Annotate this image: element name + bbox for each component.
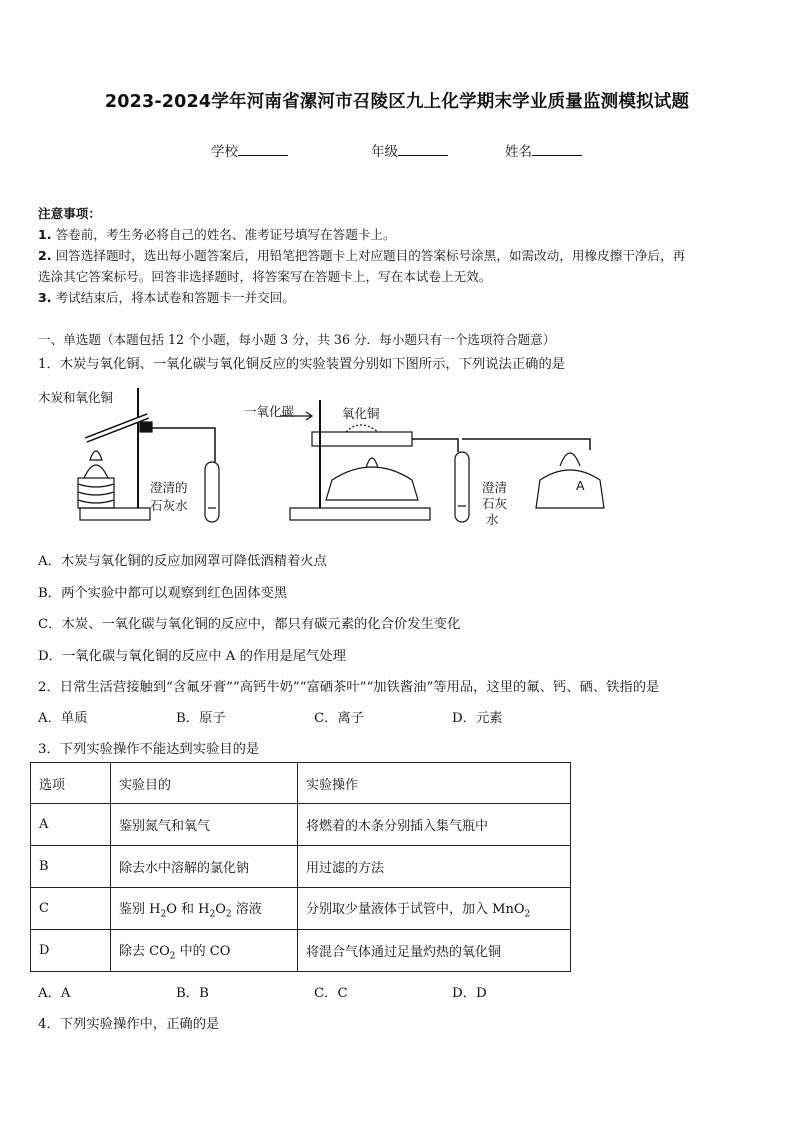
table-row [31,888,571,930]
q1-stem: 1．木炭与氧化铜、一氧化碳与氧化铜反应的实验装置分别如下图所示，下列说法正确的是 [38,357,566,372]
table-cell: 鉴别 $H_2O$ 和 $H_2O_2$ 溶液 [111,888,298,930]
charcoal-reduction-apparatus [78,388,219,522]
table-row [31,930,571,972]
right-limewater-label-2: 石灰 [482,496,508,511]
table-cell: B [31,846,111,888]
q1-option-d[interactable]: D．一氧化碳与氧化铜的反应中 A 的作用是尾气处理 [38,649,346,664]
right-limewater-label-3: 水 [486,512,499,527]
table-row [31,846,571,888]
note-1: 1. 答卷前，考生务必将自己的姓名、准考证号填写在答题卡上。 [38,227,396,242]
q1-option-b[interactable]: B．两个实验中都可以观察到红色固体变黑 [38,586,288,601]
q1-option-c[interactable]: C．木炭、一氧化碳与氧化铜的反应中，都只有碳元素的化合价发生变化 [38,617,461,632]
q3-option-a[interactable]: A．A [38,986,71,1001]
q2-option-d[interactable]: D．元素 [452,711,503,726]
table-cell: 除去 $CO_2$ 中的 CO [111,930,298,972]
co-reduction-apparatus [280,400,604,522]
lamp-a-label: A [576,478,585,493]
page-title: 2023-2024学年河南省漯河市召陵区九上化学期末学业质量监测模拟试题 [104,92,690,112]
table-cell: A [31,804,111,846]
notes-heading: 注意事项： [38,206,101,221]
q2-option-b[interactable]: B．原子 [176,711,226,726]
right-limewater-label-1: 澄清 [482,480,508,495]
q2-option-c[interactable]: C．离子 [314,711,365,726]
table-cell: 鉴别氮气和氧气 [111,804,298,846]
note-3: 3. 考试结束后，将本试卷和答题卡一并交回。 [38,290,295,305]
q2-option-a[interactable]: A．单质 [38,711,88,726]
note-2: 2. 回答选择题时，选出每小题答案后，用铅笔把答题卡上对应题目的答案标号涂黑，如需改动，用橡皮擦干净后，再 [38,248,686,263]
table-cell: 分别取少量液体于试管中，加入 MnO$_2$ [298,888,571,930]
table-cell: 将混合气体通过足量灼热的氧化铜 [298,930,571,972]
q3-stem: 3．下列实验操作不能达到实验目的是 [38,742,260,757]
q1-apparatus-figure [30,380,610,540]
q2-stem: 2．日常生活营接触到“含氟牙膏”“高钙牛奶”“富硒茶叶”“加铁酱油”等用品，这里的氟、钙、硒、铁指的是 [38,680,660,695]
table-cell: 将燃着的木条分别插入集气瓶中 [298,804,571,846]
left-limewater-label-2: 石灰水 [150,498,188,513]
q3-option-b[interactable]: B．B [176,986,209,1001]
table-row [31,804,571,846]
note-2-cont: 选涂其它答案标号。回答非选择题时，将答案写在答题卡上，写在本试卷上无效。 [38,269,492,284]
left-limewater-label-1: 澄清的 [150,480,188,495]
table-cell: C [31,888,111,930]
grade-field[interactable]: 年级 [371,140,448,160]
table-header-row [31,763,571,804]
school-field[interactable]: 学校 [211,140,288,160]
q3-option-c[interactable]: C．C [314,986,348,1001]
co-label: 一氧化碳 [244,404,295,419]
table-header-cell: 选项 [31,763,111,804]
q1-option-a[interactable]: A．木炭与氧化铜的反应加网罩可降低酒精着火点 [38,554,327,569]
table-header-cell: 实验目的 [111,763,298,804]
table-cell: 用过滤的方法 [298,846,571,888]
table-cell: 除去水中溶解的氯化钠 [111,846,298,888]
q3-option-d[interactable]: D．D [452,986,487,1001]
charcoal-cuo-label: 木炭和氧化铜 [38,390,114,405]
q4-stem: 4．下列实验操作中，正确的是 [38,1017,220,1032]
table-header-cell: 实验操作 [298,763,571,804]
table-cell: D [31,930,111,972]
q3-table [30,762,571,972]
cuo-label: 氧化铜 [342,406,380,421]
name-field[interactable]: 姓名 [505,140,582,160]
section-heading: 一、单选题（本题包括 12 个小题，每小题 3 分，共 36 分．每小题只有一个选项符合题意） [38,332,556,347]
